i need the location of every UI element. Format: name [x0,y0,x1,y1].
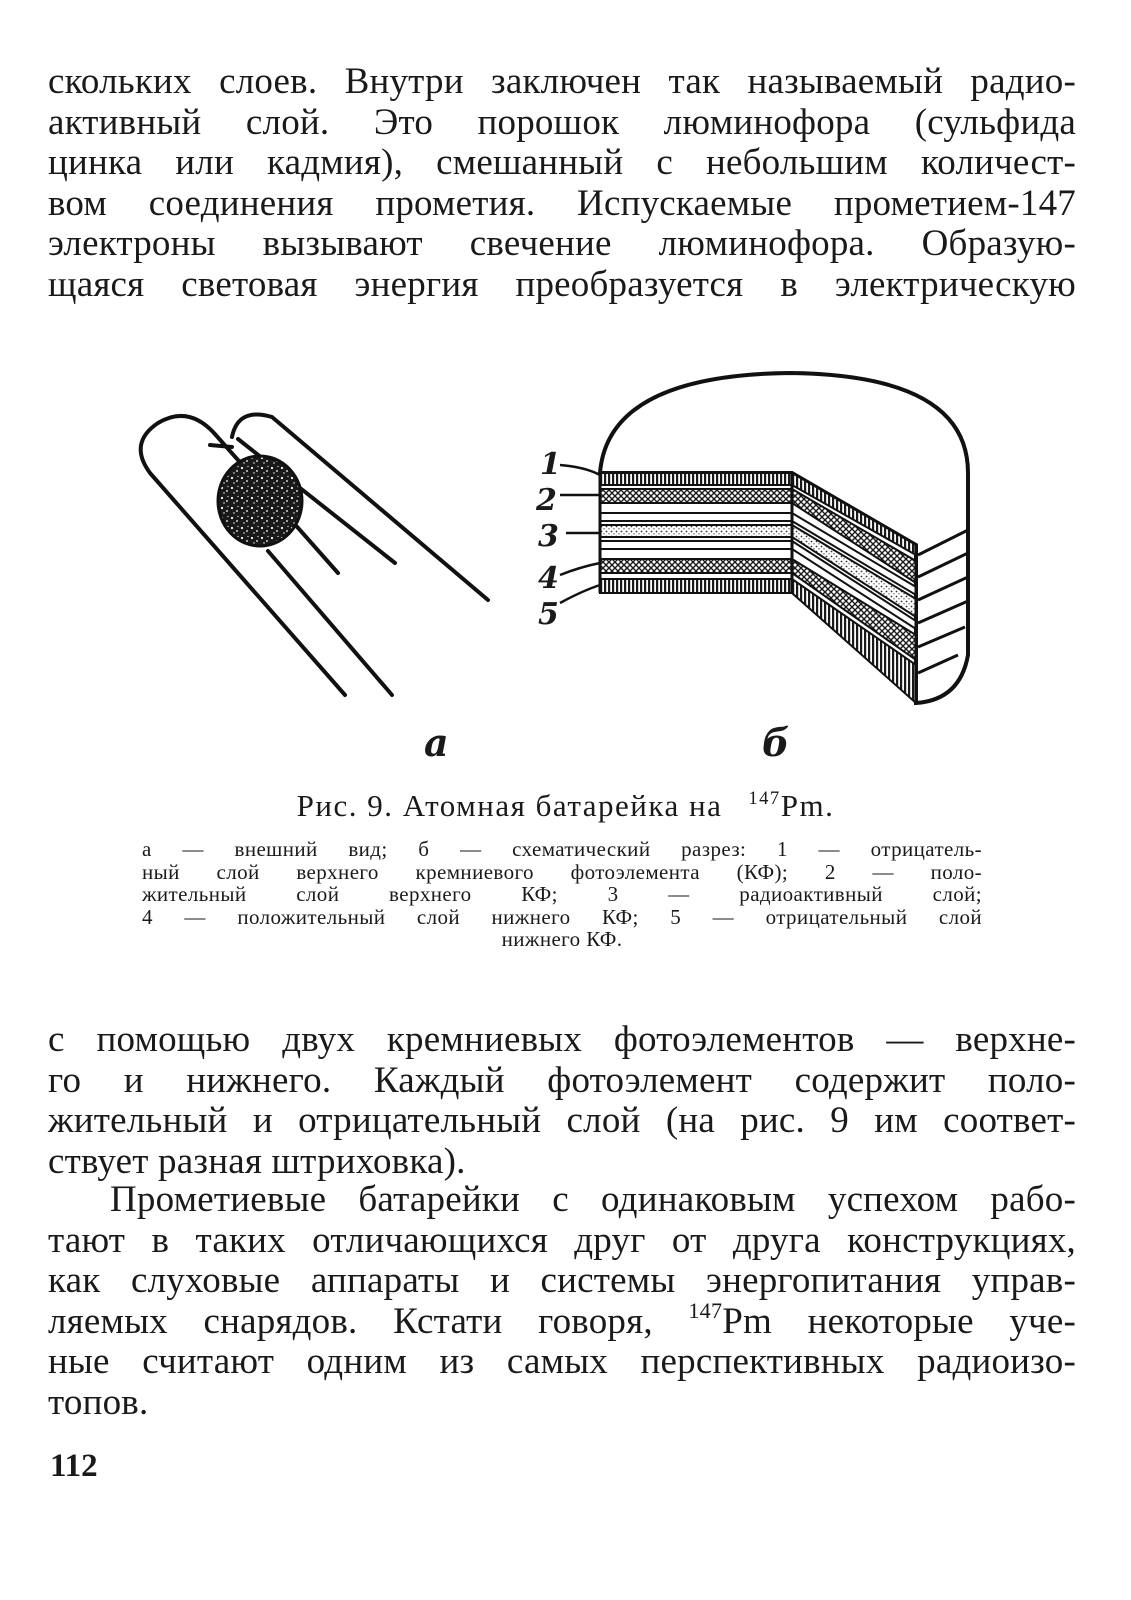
text-line: го и нижнего. Каждый фотоэлемент содержит поло- [48,1059,1076,1101]
text-line: вом соединения прометия. Испускаемые прометием-147 [48,182,1076,224]
caption-line: 4 — положительный слой нижнего КФ; 5 — отрицательный слой [142,904,982,929]
text-line: ные считают одним из самых перспективных радиоизо- [48,1341,1076,1382]
layer-number-4: 4 [538,561,559,596]
text-line: цинка или кадмия), смешанный с небольшим количест- [48,142,1076,183]
page-number: 112 [50,1448,98,1484]
caption-isotope-symbol: Pm. [780,788,835,823]
subfigure-label-b: б [762,720,790,765]
text-line: как слуховые аппараты и системы энергопитания управ- [48,1260,1076,1301]
layer-number-1: 1 [540,447,561,482]
caption-line: нижнего КФ. [501,927,623,951]
layer-number-3: 3 [538,519,559,554]
subfigure-label-a: а [424,720,449,765]
caption-isotope-mass: 147 [748,787,781,809]
text-fragment: ляемых снарядов. Кстати говоря, [48,1300,689,1342]
text-line: активный слой. Это порошок люминофора (сульфида [48,101,1076,143]
isotope-mass: 147 [688,1298,723,1324]
text-line: щаяся световая энергия преобразуется в электрическую [48,263,1076,305]
text-line: топов. [48,1381,149,1423]
figure-caption-legend [142,838,982,951]
text-line: Прометиевые батарейки с одинаковым успехом рабо- [110,1179,1076,1220]
layer-number-5: 5 [538,597,559,632]
middle-paragraph [48,1020,1076,1182]
finger-drawing [141,415,488,696]
text-line: ствует разная штриховка). [48,1140,466,1182]
layer-number-2: 2 [536,483,557,518]
caption-line: жительный слой верхнего КФ; 3 — радиоактивный слой; [142,882,982,906]
caption-line: а — внешний вид; б — схематический разрез: 1 — отрицатель- [142,837,982,861]
text-line: скольких слоев. Внутри заключен так называемый радио- [48,61,1076,102]
text-line: жительный и отрицательный слой (на рис. 9 им соответ- [48,1100,1076,1141]
text-line: с помощью двух кремниевых фотоэлементов — верхне- [48,1019,1076,1060]
caption-title-text: Рис. 9. Атомная батарейка на [296,788,723,823]
battery-outer-view [218,456,302,546]
top-paragraph [48,62,1076,305]
text-line: электроны вызывают свечение люминофора. Образую- [48,223,1076,264]
figure-9 [0,355,1131,775]
text-line-with-isotope [48,1298,1076,1343]
battery-cross-section [560,373,968,703]
text-fragment: Pm некоторые уче- [722,1300,1076,1342]
figure-caption-title [0,788,1131,824]
text-line: тают в таких отличающихся друг от друга конструкциях, [48,1219,1076,1261]
figure-illustration [0,355,1131,775]
bottom-paragraph [48,1180,1076,1423]
caption-line: ный слой верхнего кремниевого фотоэлемента (КФ); 2 — поло- [142,859,982,884]
